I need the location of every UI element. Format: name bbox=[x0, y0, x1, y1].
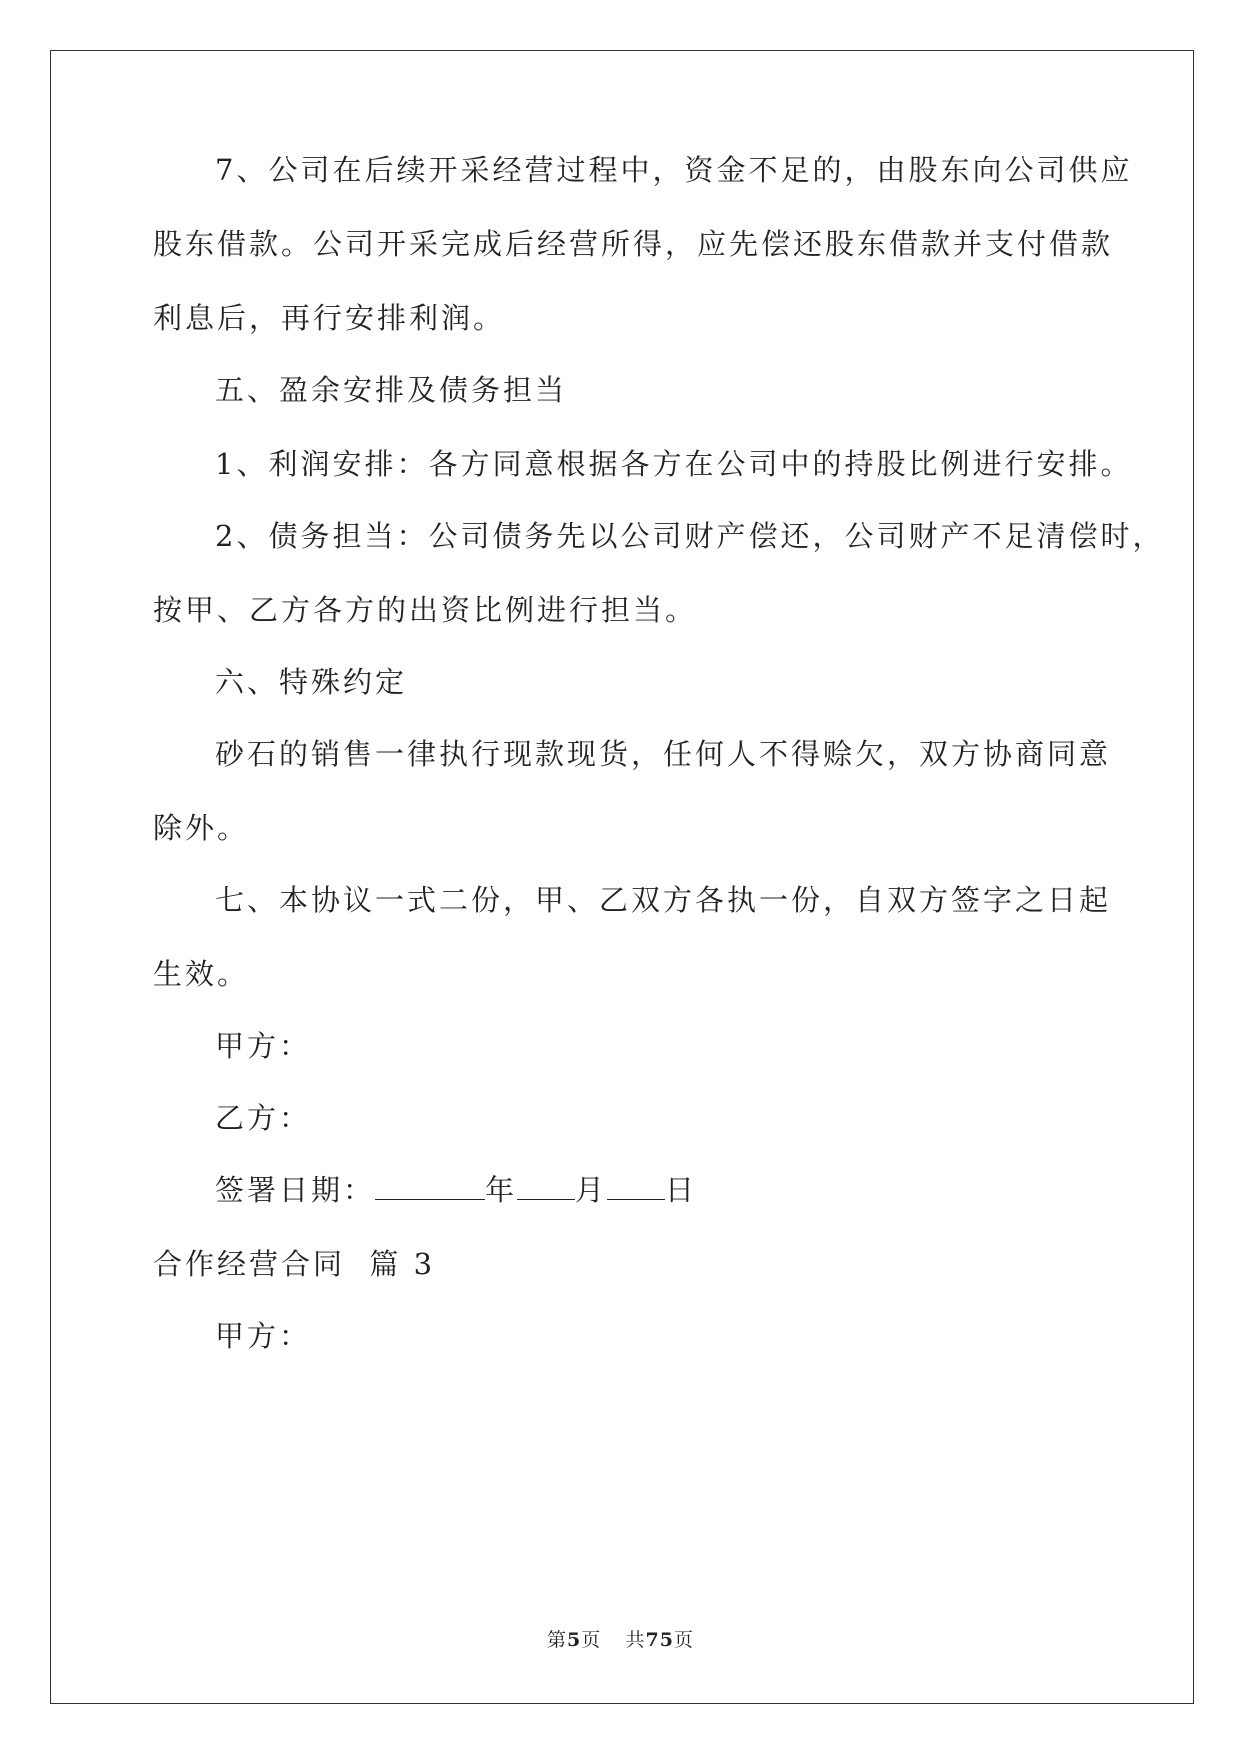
paragraph-line: 生效。 bbox=[153, 957, 250, 991]
footer-total-suffix: 页 bbox=[673, 1629, 694, 1651]
month-label: 月 bbox=[575, 1173, 608, 1207]
paragraph-line: 除外。 bbox=[153, 811, 250, 845]
paragraph-line: 股东借款。公司开采完成后经营所得，应先偿还股东借款并支付借款 bbox=[153, 227, 1114, 261]
paragraph-line: 按甲、乙方各方的出资比例进行担当。 bbox=[153, 593, 698, 627]
section-heading-five: 五、盈余安排及债务担当 bbox=[215, 373, 568, 407]
paragraph-line: 7、公司在后续开采经营过程中，资金不足的，由股东向公司供应 bbox=[215, 153, 1133, 187]
signing-date-line bbox=[215, 1170, 697, 1210]
footer-page-prefix: 第 bbox=[547, 1629, 568, 1651]
month-blank bbox=[517, 1175, 575, 1200]
section-heading-six: 六、特殊约定 bbox=[215, 665, 408, 699]
footer-page-suffix: 页 bbox=[581, 1629, 602, 1651]
page-footer bbox=[0, 1628, 1241, 1652]
party-b-label: 乙方： bbox=[215, 1101, 312, 1135]
section-heading-contract: 合作经营合同 篇 3 bbox=[153, 1247, 436, 1281]
paragraph-line: 1、利润安排：各方同意根据各方在公司中的持股比例进行安排。 bbox=[215, 447, 1133, 481]
party-a-label: 甲方： bbox=[215, 1029, 312, 1063]
paragraph-line: 七、本协议一式二份，甲、乙双方各执一份，自双方签字之日起 bbox=[215, 883, 1112, 917]
footer-page-number: 5 bbox=[567, 1629, 582, 1651]
paragraph-line: 砂石的销售一律执行现款现货，任何人不得赊欠，双方协商同意 bbox=[215, 737, 1112, 771]
footer-total-pages: 75 bbox=[645, 1629, 674, 1651]
party-a-label-2: 甲方： bbox=[215, 1319, 312, 1353]
year-blank bbox=[375, 1175, 485, 1200]
day-label: 日 bbox=[665, 1173, 698, 1207]
year-label: 年 bbox=[485, 1173, 518, 1207]
paragraph-line: 利息后，再行安排利润。 bbox=[153, 301, 506, 335]
signing-date-label: 签署日期： bbox=[215, 1173, 376, 1207]
paragraph-line: 2、债务担当：公司债务先以公司财产偿还，公司财产不足清偿时， bbox=[215, 519, 1165, 553]
footer-total-prefix: 共 bbox=[625, 1629, 646, 1651]
day-blank bbox=[607, 1175, 665, 1200]
